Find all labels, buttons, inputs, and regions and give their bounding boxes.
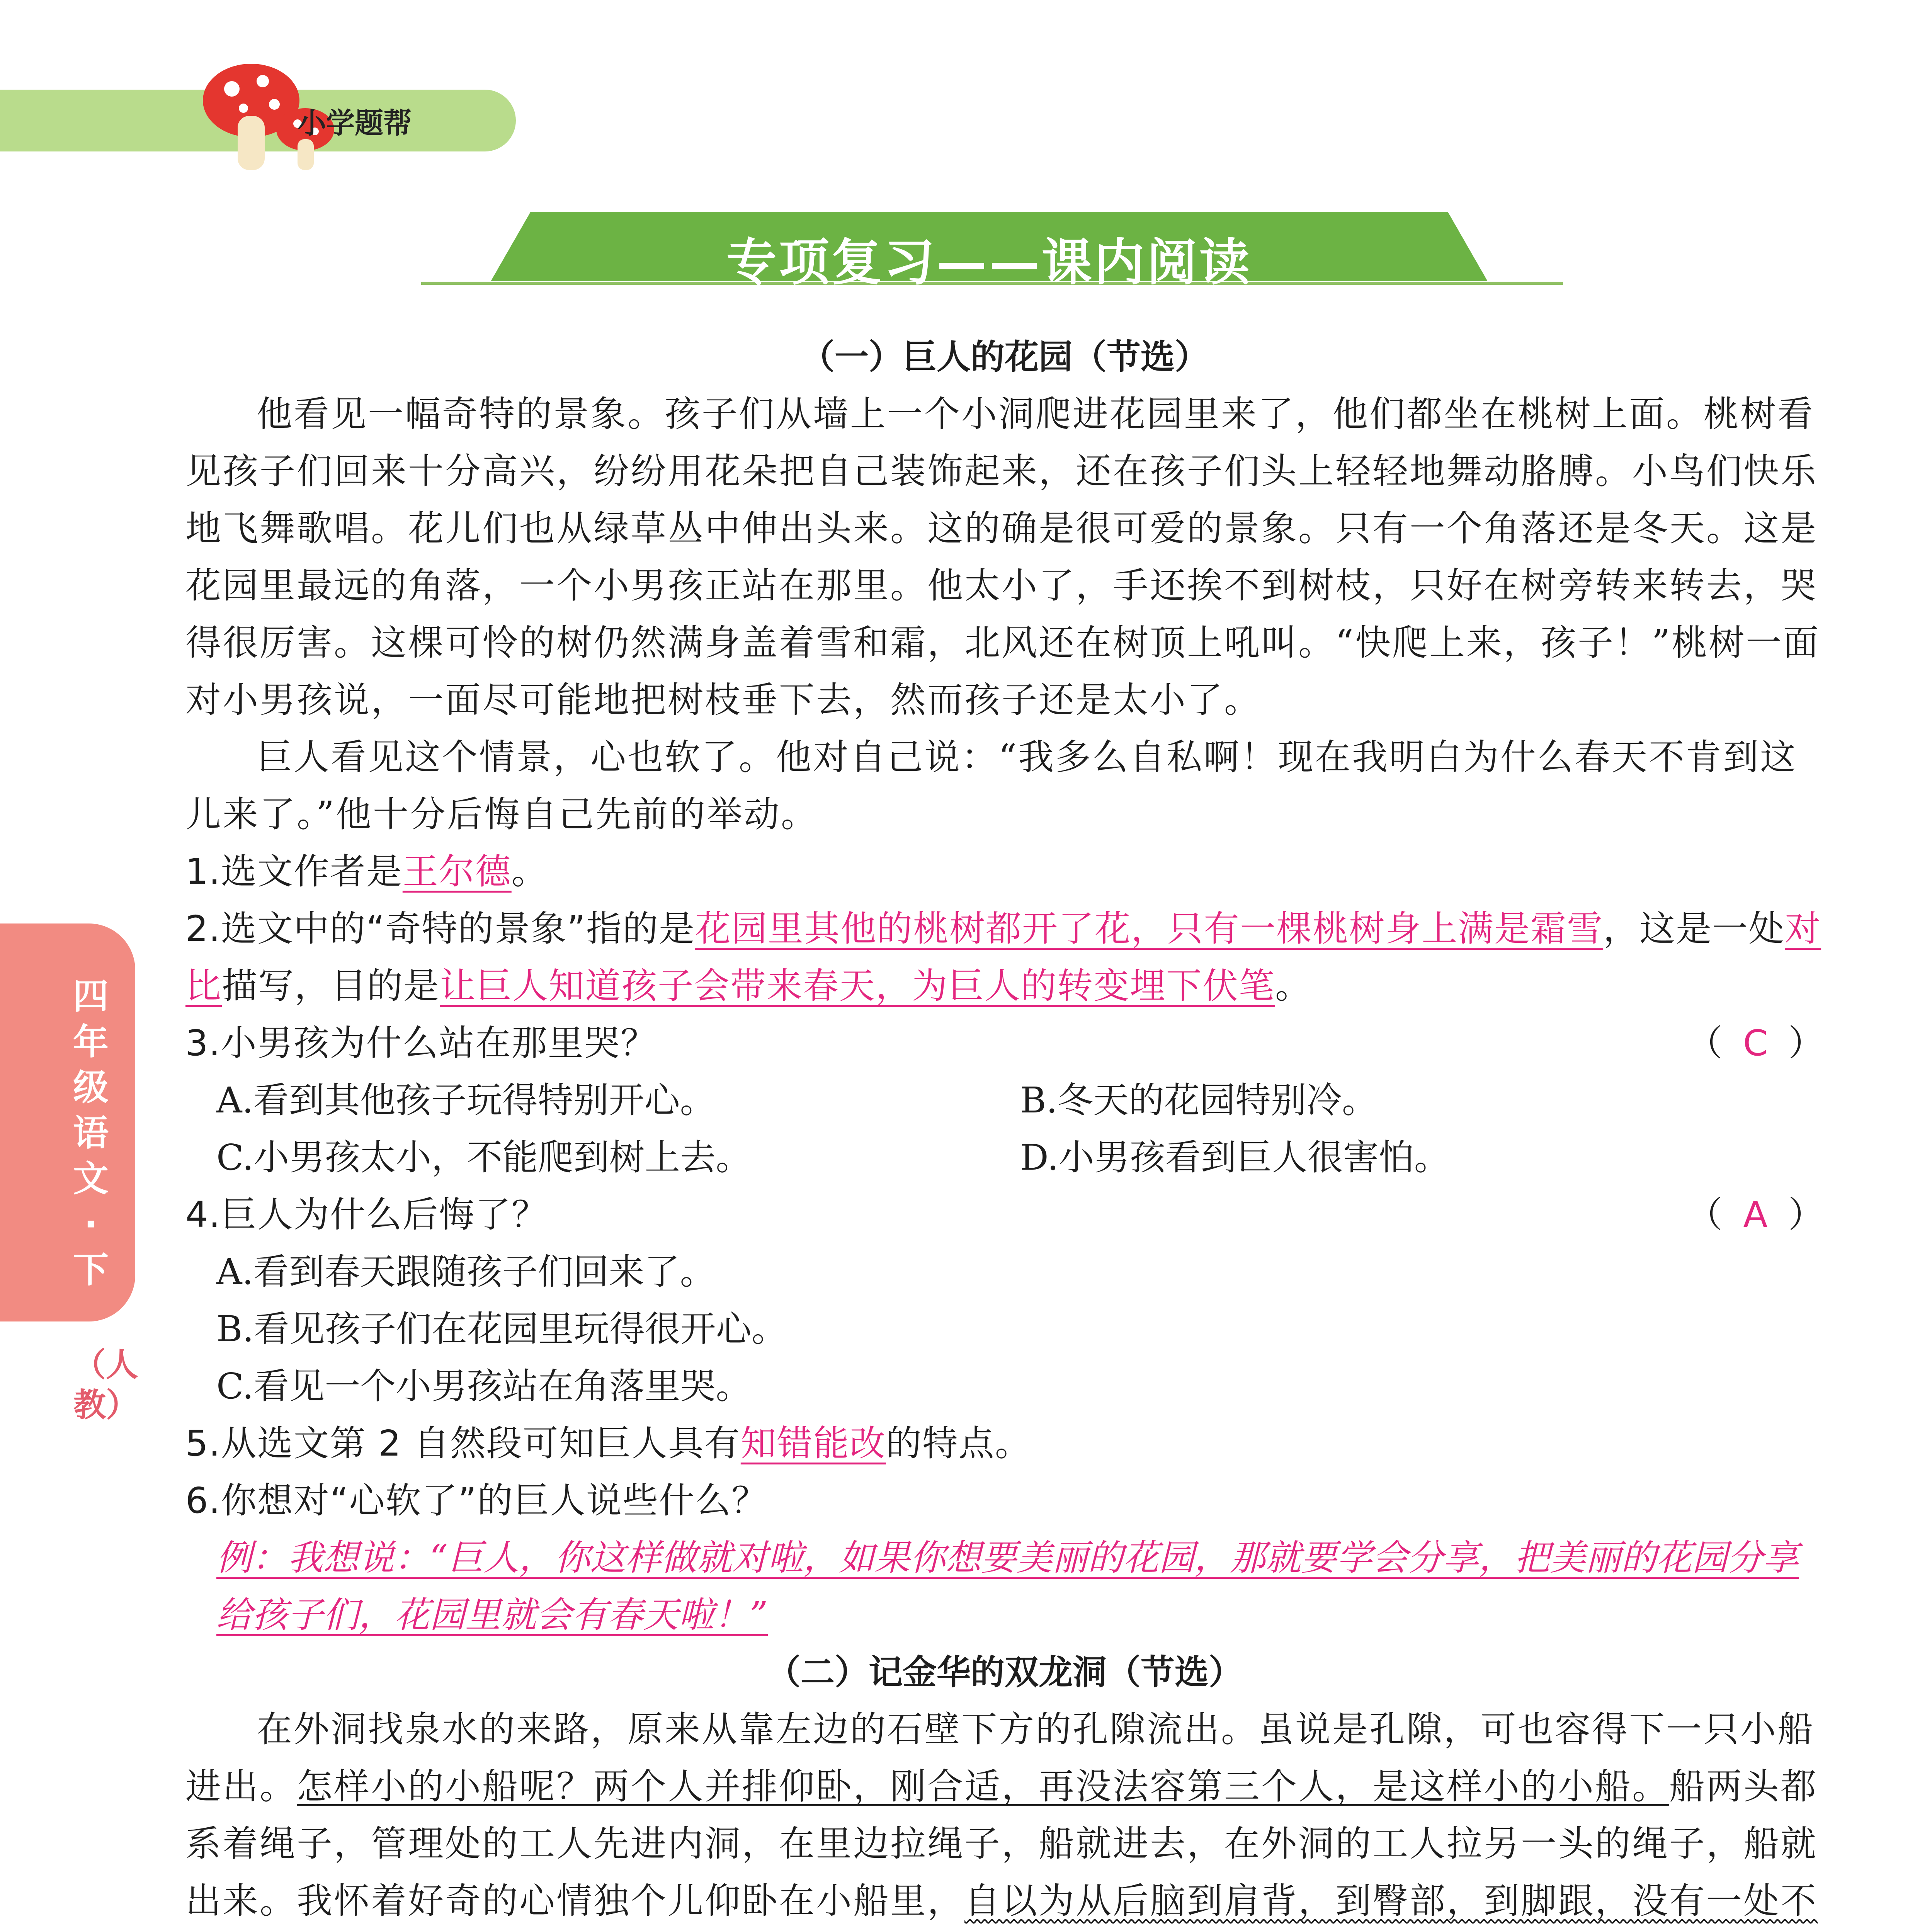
choice-brackets: （ A ） xyxy=(1687,1186,1824,1243)
choice-brackets: （ C ） xyxy=(1687,1015,1824,1072)
option-c: C.小男孩太小，不能爬到树上去。 xyxy=(216,1137,752,1178)
question-2: 2.选文中的“奇特的景象”指的是花园里其他的桃树都开了花，只有一棵桃树身上满是霜雪，这是一处对比描写，目的是让巨人知道孩子会带来春天，为巨人的转变埋下伏笔。 xyxy=(185,908,1821,1007)
section-title-1: （一）巨人的花园（节选） xyxy=(800,337,1209,377)
choice-answer: A xyxy=(1743,1194,1768,1235)
question-6: 6.你想对“心软了”的巨人说些什么？ xyxy=(185,1480,768,1521)
answer-text: 知错能改 xyxy=(740,1423,886,1464)
question-3: 3.小男孩为什么站在那里哭？ （ C ） xyxy=(185,1015,1824,1072)
page-title: 专项复习——课内阅读 xyxy=(726,233,1252,292)
option-d: D.小男孩看到巨人很害怕。 xyxy=(1020,1137,1450,1178)
grade-label: 四年级语文·下 xyxy=(73,976,109,1291)
answer-example: 例：我想说：“巨人，你这样做就对啦，如果你想要美丽的花园，那就要学会分享，把美丽的花园分享给孩子们，花园里就会有春天啦！” xyxy=(216,1537,1799,1636)
option-a: A.看到其他孩子玩得特别开心。 xyxy=(216,1080,716,1121)
option-c: C.看见一个小男孩站在角落里哭。 xyxy=(216,1366,752,1407)
choice-answer: C xyxy=(1743,1022,1768,1064)
option-a: A.看到春天跟随孩子们回来了。 xyxy=(216,1251,716,1293)
page-content xyxy=(185,328,1824,1932)
wavy-underlined-sentence: 自以为从后脑到肩背，到臀部，到脚跟，没有一处不 xyxy=(964,1880,1818,1922)
passage-paragraph: 他看见一幅奇特的景象。孩子们从墙上一个小洞爬进花园里来了，他们都坐在桃树上面。桃树看见孩子们回来十分高兴，纷纷用花朵把自己装饰起来，还在孩子们头上轻轻地舞动胳膊。小鸟们快乐地飞舞歌唱。花儿们也从绿草丛中伸出头来。这的确是很可爱的景象。只有一个角落还是冬天。这是花园里最远的角落，一个小男孩正站在那里。他太小了，手还挨不到树枝，只好在树旁转来转去，哭得很厉害。这棵可怜的树仍然满身盖着雪和霜，北风还在树顶上吼叫。“快爬上来，孩子！”桃树一面对小男孩说，一面尽可能地把树枝垂下去，然而孩子还是太小了。 xyxy=(185,393,1820,721)
question-5: 5.从选文第 2 自然段可知巨人具有知错能改的特点。 xyxy=(185,1423,1031,1464)
passage-paragraph: 在外洞找泉水的来路，原来从靠左边的石壁下方的孔隙流出。虽说是孔隙，可也容得下一只小船进出。怎样小的小船呢？两个人并排仰卧，刚合适，再没法容第三个人，是这样小的小船。船两头都系着绳子，管理处的工人先进内洞，在里边拉绳子，船就进去，在外洞的工人拉另一头的绳子，船就出来。我怀着好奇的心情独个儿仰卧在小船里，自以为从后脑到肩背，到臀部，到脚跟，没有一处不 xyxy=(185,1701,1824,1932)
answer-text: 王尔德 xyxy=(402,851,512,892)
edition-label: （人教） xyxy=(73,1346,139,1424)
option-b: B.看见孩子们在花园里玩得很开心。 xyxy=(216,1308,787,1350)
brand-name: 小学题帮 xyxy=(298,107,412,140)
question-4: 4.巨人为什么后悔了？ （ A ） xyxy=(185,1186,1824,1243)
option-row xyxy=(216,1129,1824,1186)
option-b: B.冬天的花园特别冷。 xyxy=(1020,1080,1378,1121)
answer-text: 花园里其他的桃树都开了花，只有一棵桃树身上满是霜雪 xyxy=(695,908,1604,949)
section-title-2: （二）记金华的双龙洞（节选） xyxy=(766,1652,1243,1692)
question-1: 1.选文作者是王尔德。 xyxy=(185,851,548,892)
answer-text: 对比 xyxy=(185,908,1821,1007)
option-row xyxy=(216,1072,1824,1129)
grade-side-tab xyxy=(0,923,135,1321)
answer-text: 让巨人知道孩子会带来春天，为巨人的转变埋下伏笔 xyxy=(440,965,1276,1007)
straight-underlined-sentence: 怎样小的小船呢？两个人并排仰卧，刚合适，再没法容第三个人，是这样小的小船。 xyxy=(297,1766,1670,1807)
passage-paragraph: 巨人看见这个情景，心也软了。他对自己说：“我多么自私啊！现在我明白为什么春天不肯到这儿来了。”他十分后悔自己先前的举动。 xyxy=(185,736,1798,835)
